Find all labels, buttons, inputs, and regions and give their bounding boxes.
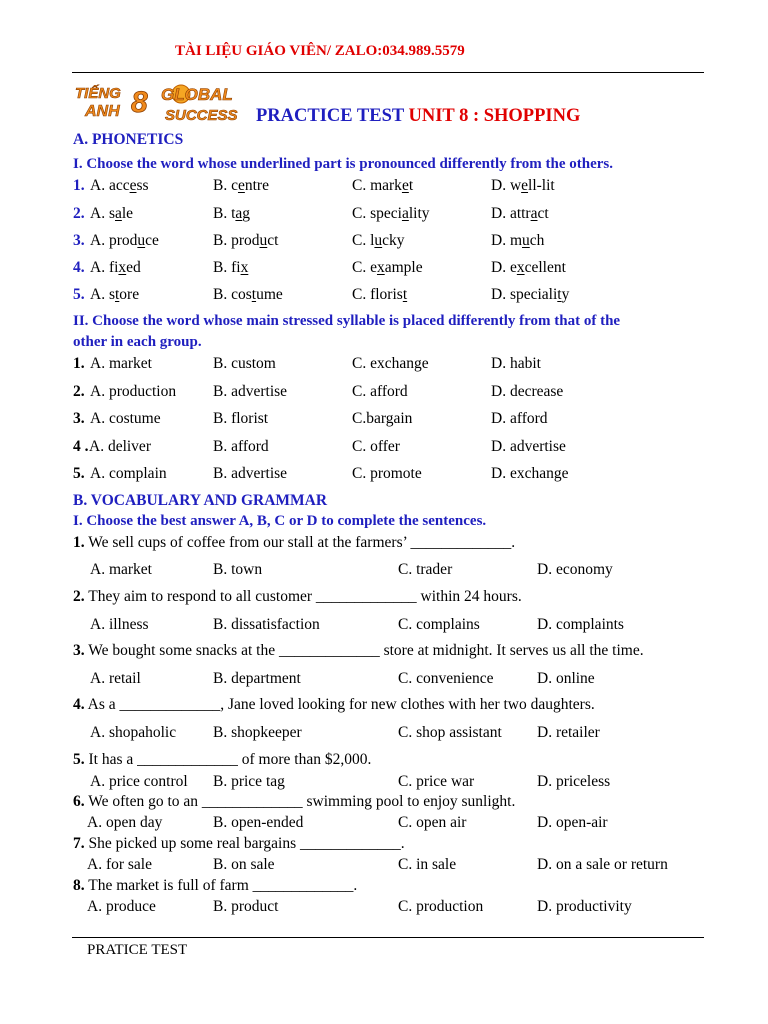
answer-option[interactable]: D. open-air: [537, 814, 608, 831]
answer-options-row: [73, 898, 703, 920]
answer-option[interactable]: A. costume: [90, 410, 161, 427]
question-text: They aim to respond to all customer _____________ within 24 hours.: [84, 588, 522, 605]
answer-option[interactable]: D. economy: [537, 561, 613, 578]
question-number: 4.: [73, 696, 85, 713]
answer-options-row: [73, 670, 703, 692]
footer-text: PRATICE TEST: [87, 942, 188, 958]
phonetics-question-row: [73, 286, 703, 308]
answer-option[interactable]: D. advertise: [491, 438, 566, 455]
question-number: 1.: [73, 355, 85, 372]
underlined-letter: e: [129, 177, 137, 194]
underlined-letter: t: [114, 286, 120, 303]
answer-option[interactable]: D. habit: [491, 355, 541, 372]
vocabulary-question: [73, 793, 703, 815]
answer-option[interactable]: C. offer: [352, 438, 400, 455]
answer-option[interactable]: D. on a sale or return: [537, 856, 668, 873]
underlined-letter: e: [237, 177, 245, 194]
answer-option[interactable]: B. shopkeeper: [213, 724, 302, 741]
answer-options-row: [73, 724, 703, 746]
answer-option[interactable]: A. deliver: [89, 438, 151, 455]
underlined-letter: x: [118, 259, 127, 276]
vocabulary-question: [73, 877, 703, 899]
answer-option[interactable]: B. on sale: [213, 856, 275, 873]
vocabulary-instruction: I. Choose the best answer A, B, C or D to complete the sentences.: [73, 513, 487, 529]
question-number: 7.: [73, 835, 85, 852]
question-number: 4.: [73, 259, 85, 276]
answer-option[interactable]: A. complain: [90, 465, 167, 482]
answer-option[interactable]: B. florist: [213, 410, 269, 427]
answer-option[interactable]: B. fix: [213, 259, 249, 276]
svg-text:8: 8: [131, 86, 148, 119]
answer-option[interactable]: C. speciality: [352, 205, 430, 222]
answer-option[interactable]: A. sale: [90, 205, 134, 222]
underlined-letter: u: [522, 232, 530, 249]
answer-options-row: [73, 814, 703, 836]
underlined-letter: u: [259, 232, 268, 249]
stress-question-row: [73, 465, 703, 487]
question-number: 6.: [73, 793, 85, 810]
question-number: 2.: [73, 383, 85, 400]
section-b-heading: B. VOCABULARY AND GRAMMAR: [73, 492, 328, 509]
answer-option[interactable]: B. dissatisfaction: [213, 616, 320, 633]
stress-question-row: [73, 438, 703, 460]
question-text: As a _____________, Jane loved looking for new clothes with her two daughters.: [84, 696, 595, 713]
svg-text:SUCCESS: SUCCESS: [165, 107, 238, 124]
answer-option[interactable]: C. example: [352, 259, 423, 276]
underlined-letter: a: [530, 205, 538, 222]
underlined-letter: t: [251, 286, 257, 303]
section-a-heading: A. PHONETICS: [73, 131, 184, 148]
answer-options-row: [73, 616, 703, 638]
answer-option[interactable]: D. well-lit: [491, 177, 555, 194]
answer-option[interactable]: C. open air: [398, 814, 467, 831]
answer-option[interactable]: A. price control: [90, 773, 188, 790]
answer-option[interactable]: A. produce: [90, 232, 159, 249]
question-text: It has a _____________ of more than $2,000.: [84, 751, 372, 768]
question-number: 2.: [73, 588, 85, 605]
title-practice-test: PRACTICE TEST: [256, 106, 404, 126]
answer-option[interactable]: A. illness: [90, 616, 149, 633]
stress-instruction-line2: other in each group.: [73, 334, 202, 350]
answer-option[interactable]: B. custom: [213, 355, 276, 372]
underlined-letter: t: [557, 286, 562, 303]
question-text: She picked up some real bargains _____________.: [84, 835, 405, 852]
answer-option[interactable]: C. shop assistant: [398, 724, 502, 741]
underlined-letter: t: [402, 286, 408, 303]
answer-option[interactable]: D. retailer: [537, 724, 600, 741]
answer-option[interactable]: C. complains: [398, 616, 480, 633]
answer-option[interactable]: C. lucky: [352, 232, 405, 249]
stress-question-row: [73, 410, 703, 432]
answer-option[interactable]: C. production: [398, 898, 484, 915]
answer-option[interactable]: B. town: [213, 561, 263, 578]
answer-options-row: [73, 773, 703, 795]
answer-option[interactable]: B. open-ended: [213, 814, 304, 831]
answer-option[interactable]: D. much: [491, 232, 545, 249]
answer-option[interactable]: D. online: [537, 670, 595, 687]
question-number: 5.: [73, 286, 85, 303]
answer-option[interactable]: C. promote: [352, 465, 422, 482]
answer-option[interactable]: A. for sale: [87, 856, 152, 873]
answer-option[interactable]: A. produce: [87, 898, 156, 915]
answer-option[interactable]: A. access: [90, 177, 149, 194]
answer-option[interactable]: D. afford: [491, 410, 548, 427]
underlined-letter: x: [516, 259, 525, 276]
question-number: 3.: [73, 642, 85, 659]
answer-option[interactable]: B. product: [213, 898, 279, 915]
answer-option[interactable]: A. store: [90, 286, 140, 303]
question-number: 3.: [73, 410, 85, 427]
underlined-letter: x: [376, 259, 385, 276]
answer-options-row: [73, 856, 703, 878]
answer-option[interactable]: C. convenience: [398, 670, 494, 687]
underlined-letter: a: [114, 205, 122, 222]
question-number: 5.: [73, 751, 85, 768]
answer-option[interactable]: D. productivity: [537, 898, 632, 915]
answer-option[interactable]: A. market: [90, 561, 152, 578]
answer-option[interactable]: A. retail: [90, 670, 141, 687]
answer-option[interactable]: C. trader: [398, 561, 453, 578]
phonetics-question-row: [73, 232, 703, 254]
header-divider: [72, 72, 704, 73]
question-number: 4 .: [73, 438, 89, 455]
answer-option[interactable]: D. attract: [491, 205, 549, 222]
vocabulary-question: [73, 588, 703, 610]
answer-option[interactable]: D. decrease: [491, 383, 564, 400]
answer-option[interactable]: D. priceless: [537, 773, 611, 790]
question-text: We sell cups of coffee from our stall at the farmers’ _____________.: [84, 534, 516, 551]
answer-option[interactable]: B. product: [213, 232, 279, 249]
answer-option[interactable]: C. florist: [352, 286, 408, 303]
vocabulary-question: [73, 835, 703, 857]
answer-option[interactable]: C. exchange: [352, 355, 429, 372]
underlined-letter: a: [401, 205, 409, 222]
stress-question-row: [73, 383, 703, 405]
answer-option[interactable]: D. exchange: [491, 465, 569, 482]
answer-option[interactable]: C. in sale: [398, 856, 457, 873]
answer-option[interactable]: A. fixed: [90, 259, 141, 276]
question-text: The market is full of farm _____________.: [84, 877, 358, 894]
phonetics-question-row: [73, 177, 703, 199]
answer-option[interactable]: B. price tag: [213, 773, 285, 790]
answer-option[interactable]: B. tag: [213, 205, 251, 222]
answer-option[interactable]: D. complaints: [537, 616, 624, 633]
title-unit: UNIT 8 : SHOPPING: [408, 106, 581, 126]
answer-option[interactable]: A. production: [90, 383, 177, 400]
question-text: We bought some snacks at the _____________ store at midnight. It serves us all the time.: [84, 642, 644, 659]
global-success-logo: [73, 78, 243, 124]
answer-option[interactable]: C. market: [352, 177, 414, 194]
answer-option[interactable]: D. speciality: [491, 286, 570, 303]
answer-option[interactable]: C. afford: [352, 383, 408, 400]
answer-option[interactable]: B. costume: [213, 286, 283, 303]
footer-divider: [72, 937, 704, 938]
vocabulary-question: [73, 751, 703, 773]
underlined-letter: e: [521, 177, 529, 194]
answer-option[interactable]: A. market: [90, 355, 152, 372]
answer-option[interactable]: B. centre: [213, 177, 269, 194]
underlined-letter: e: [401, 177, 409, 194]
page-title: [256, 106, 580, 127]
answer-option[interactable]: B. afford: [213, 438, 269, 455]
question-number: 2.: [73, 205, 85, 222]
svg-text:GLOBAL: GLOBAL: [161, 85, 233, 104]
answer-option[interactable]: B. department: [213, 670, 301, 687]
stress-question-row: [73, 355, 703, 377]
question-text: We often go to an _____________ swimming pool to enjoy sunlight.: [84, 793, 516, 810]
teacher-contact-header: TÀI LIỆU GIÁO VIÊN/ ZALO:034.989.5579: [175, 43, 465, 59]
answer-options-row: [73, 561, 703, 583]
question-number: 1.: [73, 534, 85, 551]
question-number: 8.: [73, 877, 85, 894]
stress-instruction-line1: II. Choose the word whose main stressed syllable is placed differently from that of the: [73, 313, 621, 329]
answer-option[interactable]: C. price war: [398, 773, 475, 790]
answer-option[interactable]: A. shopaholic: [90, 724, 177, 741]
underlined-letter: u: [137, 232, 146, 249]
vocabulary-question: [73, 534, 703, 556]
svg-text:TIẾNG: TIẾNG: [75, 85, 121, 102]
question-number: 3.: [73, 232, 85, 249]
phonetics-instruction: I. Choose the word whose underlined part is pronounced differently from the others.: [73, 156, 614, 172]
phonetics-question-row: [73, 259, 703, 281]
answer-option[interactable]: B. advertise: [213, 383, 288, 400]
answer-option[interactable]: D. excellent: [491, 259, 566, 276]
vocabulary-question: [73, 642, 703, 664]
underlined-letter: u: [374, 232, 383, 249]
phonetics-question-row: [73, 205, 703, 227]
underlined-letter: a: [235, 205, 243, 222]
question-number: 5.: [73, 465, 85, 482]
question-number: 1.: [73, 177, 85, 194]
answer-option[interactable]: B. advertise: [213, 465, 288, 482]
underlined-letter: x: [240, 259, 249, 276]
answer-option[interactable]: C.bargain: [352, 410, 413, 427]
svg-text:ANH: ANH: [85, 103, 120, 120]
answer-option[interactable]: A. open day: [87, 814, 163, 831]
vocabulary-question: [73, 696, 703, 718]
